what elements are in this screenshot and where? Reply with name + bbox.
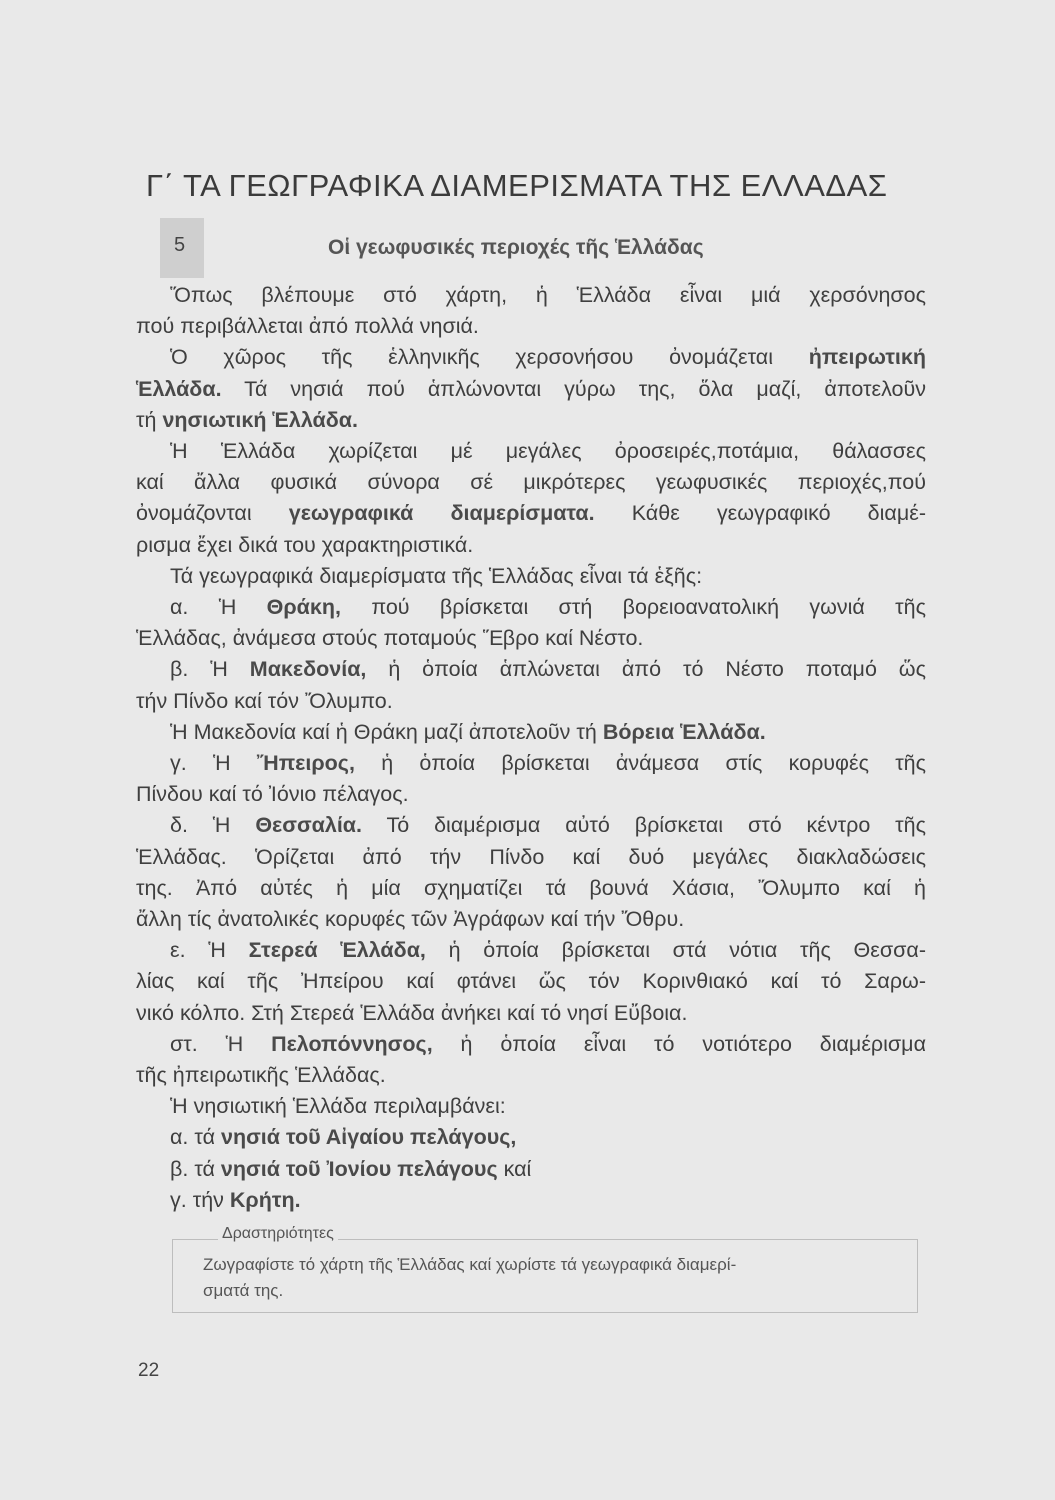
bold-term: νησιά τοῦ Αἰγαίου πελάγους, [220, 1125, 517, 1150]
paragraph-line: Ὅπως βλέπουμε στό χάρτη, ἡ Ἑλλάδα εἶναι μιά χερσόνησος [170, 283, 926, 307]
paragraph-line: ὀνομάζονται γεωγραφικά διαμερίσματα. Κάθε γεωγραφικό διαμέ- [136, 501, 926, 526]
bold-term: Βόρεια Ἑλλάδα. [602, 719, 766, 744]
bold-term: Θράκη, [266, 595, 341, 620]
paragraph-line: Ἑλλάδα. Τά νησιά πού ἁπλώνονται γύρω της, ὅλα μαζί, ἀποτελοῦν [136, 376, 926, 401]
paragraph-line: πού περιβάλλεται ἀπό πολλά νησιά. [136, 314, 479, 339]
list-item-line: Ἑλλάδας. Ὁρίζεται ἀπό τήν Πίνδο καί δυό μεγάλες διακλαδώσεις [136, 844, 926, 869]
body-text [136, 280, 926, 1216]
list-item-line: γ. τήν Κρήτη. [170, 1187, 301, 1212]
paragraph-line: Ὁ χῶρος τῆς ἑλληνικῆς χερσονήσου ὀνομάζεται ἠπειρωτική [170, 345, 927, 370]
bold-term: Ἤπειρος, [256, 751, 355, 776]
list-item-line: Ἑλλάδας, ἀνάμεσα στούς ποταμούς Ἕβρο καί Νέστο. [136, 626, 644, 651]
paragraph-line: Ἡ νησιωτική Ἑλλάδα περιλαμβάνει: [170, 1094, 506, 1119]
list-item-line: τήν Πίνδο καί τόν Ὄλυμπο. [136, 688, 393, 713]
activities-line: σματά της. [203, 1281, 284, 1300]
list-item-line: α. Ἡ Θράκη, πού βρίσκεται στή βορειοανατολική γωνιά τῆς [170, 595, 926, 620]
bold-term: Ἑλλάδα. [136, 376, 222, 401]
list-item-line: της. Ἀπό αὐτές ἡ μία σχηματίζει τά βουνά Χάσια, Ὄλυμπο καί ἡ [136, 875, 926, 900]
paragraph-line: τή νησιωτική Ἑλλάδα. [136, 407, 358, 432]
list-item-line: β. τά νησιά τοῦ Ἰονίου πελάγους καί [170, 1156, 532, 1181]
bold-term: ἠπειρωτική [808, 345, 927, 370]
bold-term: Πελοπόννησος, [271, 1031, 433, 1056]
section-heading [160, 218, 930, 278]
list-item-line: γ. Ἡ Ἤπειρος, ἡ ὁποία βρίσκεται ἀνάμεσα στίς κορυφές τῆς [170, 751, 927, 776]
list-item-line: τῆς ἠπειρωτικῆς Ἑλλάδας. [136, 1063, 386, 1088]
bold-term: Θεσσαλία. [255, 813, 362, 838]
list-item-line: λίας καί τῆς Ἠπείρου καί φτάνει ὥς τόν Κορινθιακό καί τό Σαρω- [136, 969, 926, 994]
chapter-title: Γ΄ ΤΑ ΓΕΩΓΡΑΦΙΚΑ ΔΙΑΜΕΡΙΣΜΑΤΑ ΤΗΣ ΕΛΛΑΔΑΣ [146, 168, 888, 203]
bold-term: νησιά τοῦ Ἰονίου πελάγους [220, 1156, 498, 1181]
paragraph-line: ρισμα ἔχει δικά του χαρακτηριστικά. [136, 532, 474, 557]
paragraph-line: καί ἄλλα φυσικά σύνορα σέ μικρότερες γεωφυσικές περιοχές,πού [136, 470, 926, 495]
bold-term: Κρήτη. [229, 1187, 301, 1212]
list-item-line: στ. Ἡ Πελοπόννησος, ἡ ὁποία εἶναι τό νοτιότερο διαμέρισμα [170, 1031, 926, 1056]
section-title: Οἱ γεωφυσικές περιοχές τῆς Ἑλλάδας [328, 236, 704, 259]
list-item-line: νικό κόλπο. Στή Στερεά Ἑλλάδα ἀνήκει καί τό νησί Εὔβοια. [136, 1000, 688, 1025]
activities-frame [172, 1239, 918, 1313]
list-item-line: δ. Ἡ Θεσσαλία. Τό διαμέρισμα αὐτό βρίσκεται στό κέντρο τῆς [170, 813, 926, 838]
bold-term: Στερεά Ἑλλάδα, [248, 938, 426, 963]
activities-text [203, 1252, 915, 1304]
page-number: 22 [138, 1360, 160, 1381]
bold-term: γεωγραφικά διαμερίσματα. [288, 501, 595, 526]
paragraph-line: Ἡ Μακεδονία καί ἡ Θράκη μαζί ἀποτελοῦν τή Βόρεια Ἑλλάδα. [170, 719, 766, 744]
paragraph-line: Ἡ Ἑλλάδα χωρίζεται μέ μεγάλες ὀροσειρές,ποτάμια, θάλασσες [170, 439, 926, 464]
list-item-line: α. τά νησιά τοῦ Αἰγαίου πελάγους, [170, 1125, 517, 1150]
list-item-line: ἄλλη τίς ἀνατολικές κορυφές τῶν Ἀγράφων καί τήν Ὄθρυ. [136, 907, 685, 932]
bold-term: νησιωτική Ἑλλάδα. [162, 407, 358, 432]
list-item-line: Πίνδου καί τό Ἰόνιο πέλαγος. [136, 782, 409, 807]
list-item-line: β. Ἡ Μακεδονία, ἡ ὁποία ἁπλώνεται ἀπό τό Νέστο ποταμό ὥς [170, 657, 926, 682]
activities-line: Ζωγραφίστε τό χάρτη τῆς Ἑλλάδας καί χωρίστε τά γεωγραφικά διαμερί- [203, 1255, 737, 1274]
bold-term: Μακεδονία, [249, 657, 367, 682]
activities-label: Δραστηριότητες [218, 1225, 338, 1243]
list-item-line: ε. Ἡ Στερεά Ἑλλάδα, ἡ ὁποία βρίσκεται στά νότια τῆς Θεσσα- [170, 938, 926, 963]
section-number-box [160, 218, 204, 278]
section-number: 5 [174, 234, 186, 256]
paragraph-line: Τά γεωγραφικά διαμερίσματα τῆς Ἑλλάδας εἶναι τά ἑξῆς: [170, 563, 703, 588]
